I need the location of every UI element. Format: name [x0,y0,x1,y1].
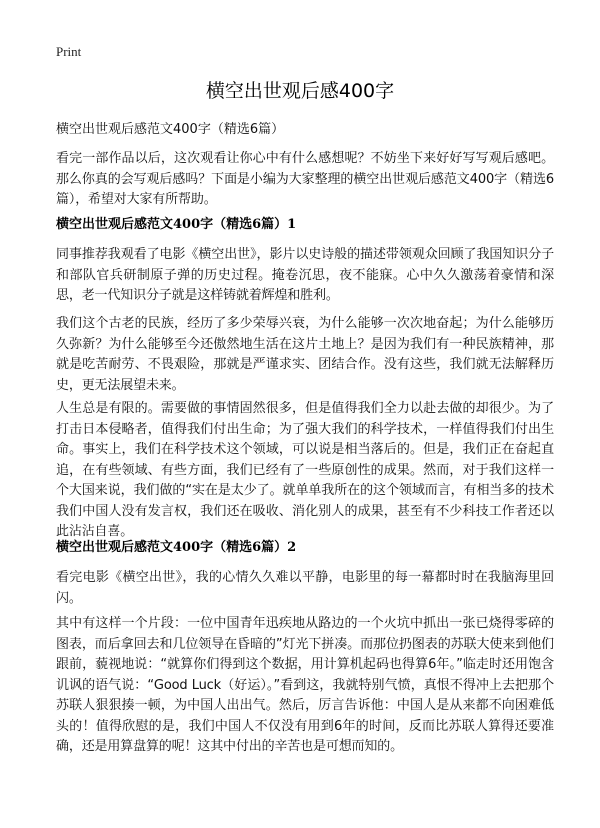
intro-paragraph: 看完一部作品以后，这次观看让你心中有什么感想呢？不妨坐下来好好写写观后感吧。那么你真的会写观后感吗？下面是小编为大家整理的横空出世观后感范文400字（精选6篇），希望对大家有所帮助。 [56,151,554,207]
page-subtitle: 横空出世观后感范文400字（精选6篇） [56,122,285,137]
section-heading-2: 横空出世观后感范文400字（精选6篇）2 [56,540,297,555]
print-link[interactable]: Print [56,44,82,59]
page-title: 横空出世观后感400字 [205,80,395,102]
section-1-paragraph-3: 人生总是有限的。需要做的事情固然很多，但是值得我们全力以赴去做的却很少。为了打击日本侵略者，值得我们付出生命；为了强大我们的科学技术，一样值得我们付出生命。事实上，我们在科学技术这个领域，可以说是相当落后的。但是，我们正在奋起直追，在有些领域、有些方面，我们已经有了一些原创性的成果。然而，对于我们这样一个大国来说，我们做的“实在是太少了。就单单我所在的这个领域而言，有相当多的技术我们中国人没有发言权，我们还在吸收、消化别人的成果，甚至有不少科技工作者还以此沾沾自喜。 [56,401,554,539]
section-2-paragraph-1: 看完电影《横空出世》，我的心情久久难以平静，电影里的每一幕都时时在我脑海里回闪。 [56,570,554,606]
section-2-paragraph-2: 其中有这样一个片段：一位中国青年迅疾地从路边的一个火坑中抓出一张已烧得零碎的图表，而后拿回去和几位领导在昏暗的”灯光下拼凑。而那位扔图表的苏联大使来到他们跟前，藐视地说：“就算你们得到这个数据，用计算机起码也得算6年。”临走时还用饱含讥讽的语气说：“Good Luck（好运）。”看到这，我就特别气愤，真恨不得冲上去把那个苏联人狠狠揍一顿，为中国人出出气。然后，厉言告诉他：中国人是从来都不向困难低头的！值得欣慰的是，我们中国人不仅没有用到6年的时间，反而比苏联人算得还要准确，还是用算盘算的呢！这其中付出的辛苦也是可想而知的。 [56,616,554,754]
section-1-paragraph-2: 我们这个古老的民族，经历了多少荣辱兴衰，为什么能够一次次地奋起；为什么能够历久弥新？为什么能够至今还傲然地生活在这片土地上？是因为我们有一种民族精神，那就是吃苦耐劳、不畏艰险，那就是严谨求实、团结合作。没有这些，我们就无法解释历史，更无法展望未来。 [56,316,554,393]
section-heading-1: 横空出世观后感范文400字（精选6篇）1 [56,217,297,232]
section-1-paragraph-1: 同事推荐我观看了电影《横空出世》，影片以史诗般的描述带领观众回顾了我国知识分子和部队官兵研制原子弹的历史过程。掩卷沉思，夜不能寐。心中久久激荡着豪情和深思，老一代知识分子就是这样铸就着辉煌和胜利。 [56,247,554,303]
